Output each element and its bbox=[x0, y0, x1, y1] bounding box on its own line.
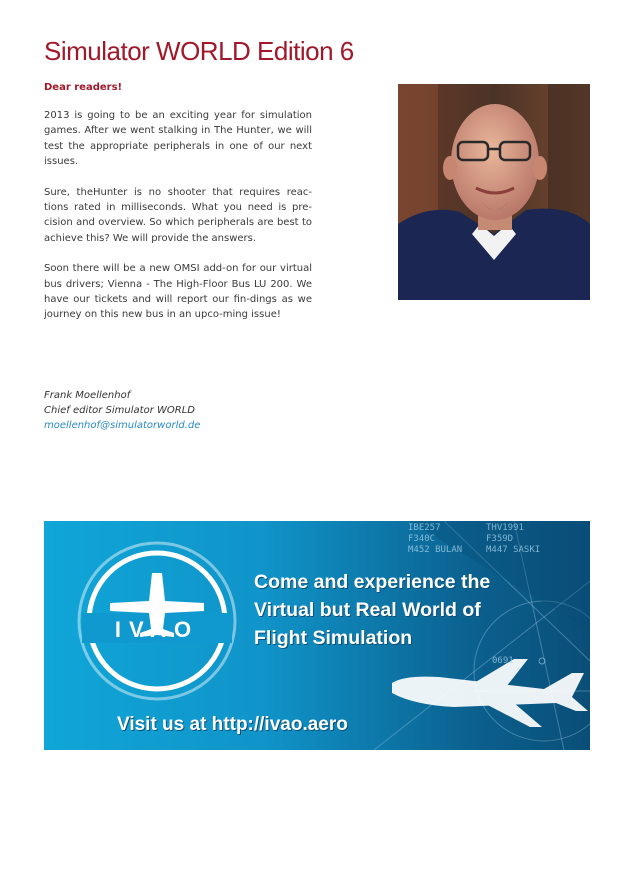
banner-headline-line: Virtual but Real World of bbox=[254, 599, 481, 621]
banner-headline-line: Come and experience the bbox=[254, 571, 491, 593]
radar-tag bbox=[408, 523, 462, 556]
editorial-body bbox=[44, 108, 312, 338]
radar-tag-line: IBE257 bbox=[408, 523, 441, 533]
banner-visit-link[interactable]: Visit us at http://ivao.aero bbox=[117, 714, 348, 735]
paragraph: 2013 is going to be an exciting year for simulation games. After we went stalking in The Hunter, we will test the appropriate peripherals in one of our next issues. bbox=[44, 110, 312, 168]
page-title: Simulator WORLD Edition 6 bbox=[44, 36, 354, 66]
signature-email-link[interactable]: moellenhof@simulatorworld.de bbox=[44, 420, 201, 431]
greeting: Dear readers! bbox=[44, 82, 123, 93]
banner-headline-line: Flight Simulation bbox=[254, 627, 413, 649]
ivao-logo: IVAO bbox=[114, 617, 200, 642]
radar-tag bbox=[492, 656, 514, 667]
signature-block bbox=[44, 388, 200, 433]
radar-tag-line: M447 SASKI bbox=[486, 545, 541, 555]
paragraph: Soon there will be a new OMSI add-on for our virtual bus drivers; Vienna - The High-Floor Bus LU 200. We have our tickets and will report our fin-dings as we journey on this new bus in an upco-ming issue! bbox=[44, 263, 312, 321]
radar-tag-line: THV1991 bbox=[486, 523, 524, 533]
radar-tag-line: F340C bbox=[408, 534, 436, 544]
radar-tag-line: F359D bbox=[486, 534, 514, 544]
editor-photo bbox=[398, 84, 590, 300]
radar-tag-line: M452 BULAN bbox=[408, 545, 463, 555]
paragraph: Sure, theHunter is no shooter that requires reac-tions rated in milliseconds. What you need is pre-cision and overview. So which peripherals are best to achieve this? We will provide the answers. bbox=[44, 186, 312, 244]
airliner-silhouette bbox=[392, 659, 588, 727]
ivao-banner-ad[interactable] bbox=[44, 521, 590, 750]
radar-tag-line: 0691 bbox=[492, 656, 514, 666]
signature-role: Chief editor Simulator WORLD bbox=[44, 405, 195, 416]
banner-headline bbox=[254, 568, 490, 652]
radar-tag bbox=[486, 523, 540, 556]
signature-name: Frank Moellenhof bbox=[44, 390, 131, 401]
